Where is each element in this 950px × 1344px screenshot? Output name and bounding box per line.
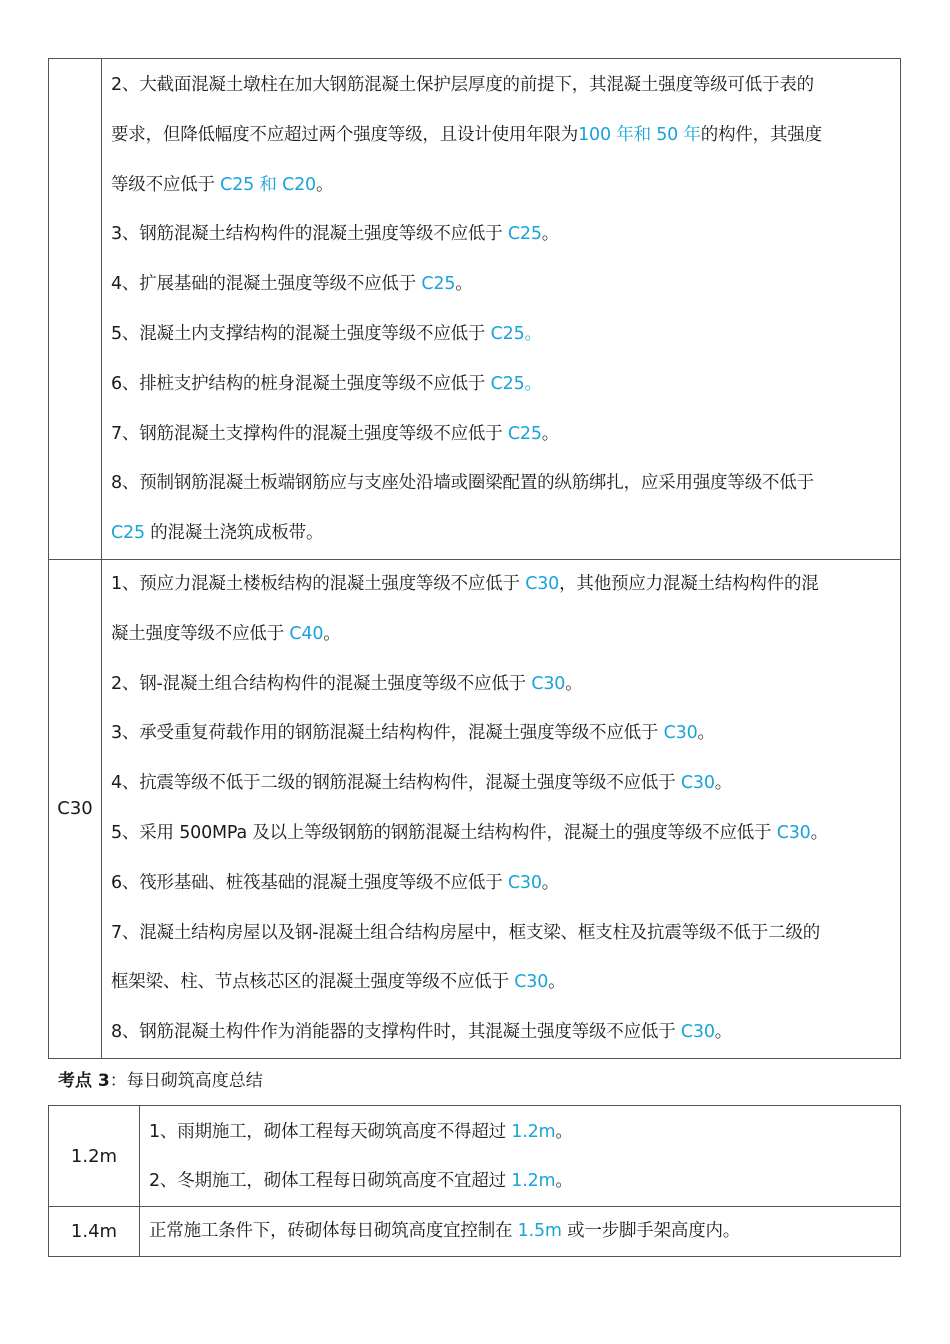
line-text: ，其他预应力混凝土结构构件的混 (559, 574, 819, 594)
line-text: 。 (541, 224, 560, 245)
line-text: 。 (315, 174, 334, 195)
line-text: 。 (714, 1022, 733, 1043)
line-text: 。 (565, 673, 583, 694)
line-text: 5、混凝土内支撑结构的混凝土强度等级不应低于 (111, 324, 491, 344)
requirement-line (111, 1008, 892, 1058)
line-text: 凝土强度等级不应低于 (111, 623, 290, 644)
line-text: 等级不应低于 (111, 174, 221, 195)
line-text: 框架梁、柱、节点核芯区的混凝土强度等级不应低于 (111, 972, 515, 993)
line-text: 6、筏形基础、桩筏基础的混凝土强度等级不应低于 (111, 872, 508, 893)
requirements-cell (102, 560, 901, 1059)
requirement-line (111, 310, 892, 360)
height-label-cell: 1.4m (49, 1207, 140, 1257)
highlighted-value: C30 (680, 1022, 715, 1043)
highlighted-value: C25 (421, 274, 456, 295)
requirement-line (111, 610, 892, 660)
highlighted-value: 1.5m (517, 1221, 562, 1241)
line-text: 4、扩展基础的混凝土强度等级不应低于 (111, 274, 422, 295)
grade-label-cell (49, 59, 102, 560)
line-text: 。 (541, 423, 560, 444)
concrete-grade-table (48, 58, 901, 1059)
line-text: 。 (714, 773, 733, 794)
masonry-height-table (48, 1105, 901, 1257)
requirement-line (111, 260, 892, 310)
line-text: 的混凝土浇筑成板带。 (144, 523, 324, 544)
requirement-line (111, 560, 892, 610)
line-text: 或一步脚手架高度内。 (561, 1221, 741, 1241)
requirement-line (111, 859, 892, 909)
table-row (49, 1207, 901, 1257)
line-text: 。 (555, 1122, 573, 1142)
grade-label-cell: C30 (49, 560, 102, 1059)
line-text: 8、钢筋混凝土构件作为消能器的支撑构件时，其混凝土强度等级不应低于 (111, 1022, 681, 1043)
line-text: 。 (323, 623, 341, 644)
line-text: 2、冬期施工，砌体工程每日砌筑高度不宜超过 (149, 1171, 512, 1191)
highlighted-value: C25 (507, 224, 542, 245)
highlighted-value: C25 (507, 423, 542, 444)
requirement-line (111, 958, 892, 1008)
table-row (49, 560, 901, 1059)
requirement-line (111, 210, 892, 260)
line-text: 。 (810, 822, 828, 843)
line-text: 3、钢筋混凝土结构构件的混凝土强度等级不应低于 (111, 224, 508, 245)
requirements-cell (140, 1106, 901, 1207)
line-text: 7、钢筋混凝土支撑构件的混凝土强度等级不应低于 (111, 423, 508, 444)
highlighted-value: 1.2m (511, 1122, 556, 1142)
requirement-line (111, 61, 892, 111)
highlighted-value: C30 (663, 723, 698, 744)
heading-key: 考点 3 (58, 1071, 110, 1091)
highlighted-value: C25。 (490, 373, 542, 394)
line-text: 。 (548, 972, 566, 993)
highlighted-value: 1.2m (511, 1171, 556, 1191)
line-text: 8、预制钢筋混凝土板端钢筋应与支座处沿墙或圈梁配置的纵筋绑扎，应采用强度等级不低于 (111, 473, 814, 494)
requirement-line (111, 111, 892, 161)
requirement-line (111, 909, 892, 959)
highlighted-value: C30 (776, 822, 811, 843)
line-text: 。 (455, 274, 473, 295)
line-text: 1、雨期施工，砌体工程每天砌筑高度不得超过 (149, 1122, 512, 1142)
requirement-line (111, 809, 892, 859)
line-text: 1、预应力混凝土楼板结构的混凝土强度等级不应低于 (111, 574, 526, 594)
line-text: 6、排桩支护结构的桩身混凝土强度等级不应低于 (111, 373, 491, 394)
requirement-line (111, 459, 892, 509)
heading-text: ：每日砌筑高度总结 (109, 1071, 263, 1091)
highlighted-value: C40 (289, 623, 324, 644)
requirements-cell (102, 59, 901, 560)
line-text: 。 (697, 723, 715, 744)
highlighted-value: C25 和 C20 (220, 174, 316, 195)
highlighted-value: C30 (525, 574, 560, 594)
highlighted-value: C25 (111, 523, 145, 544)
requirement-line (111, 759, 892, 809)
requirements-cell (140, 1207, 901, 1257)
requirement-line (111, 509, 892, 559)
line-text: 正常施工条件下，砖砌体每日砌筑高度宜控制在 (149, 1221, 518, 1241)
line-text: 7、混凝土结构房屋以及钢-混凝土组合结构房屋中，框支梁、框支柱及抗震等级不低于二级的 (111, 922, 821, 943)
line-text: 要求，但降低幅度不应超过两个强度等级，且设计使用年限为 (111, 124, 579, 145)
table-row (49, 1106, 901, 1207)
requirement-line (149, 1157, 892, 1206)
height-label-cell: 1.2m (49, 1106, 140, 1207)
line-text: 3、承受重复荷载作用的钢筋混凝土结构构件，混凝土强度等级不应低于 (111, 723, 664, 744)
requirement-line (111, 360, 892, 410)
requirement-line (111, 161, 892, 211)
highlighted-value: C30 (514, 972, 549, 993)
requirement-line (149, 1207, 892, 1256)
line-text: 2、大截面混凝土墩柱在加大钢筋混凝土保护层厚度的前提下，其混凝土强度等级可低于表的 (111, 75, 814, 96)
line-text: 4、抗震等级不低于二级的钢筋混凝土结构构件，混凝土强度等级不应低于 (111, 773, 681, 794)
section-heading (58, 1066, 263, 1096)
requirement-line (149, 1108, 892, 1157)
line-text: 。 (555, 1171, 573, 1191)
line-text: 5、采用 500MPa 及以上等级钢筋的钢筋混凝土结构构件，混凝土的强度等级不应低于 (111, 822, 777, 843)
highlighted-value: C30 (680, 773, 715, 794)
highlighted-value: C25。 (490, 324, 542, 344)
highlighted-value: C30 (507, 872, 542, 893)
line-text: 的构件，其强度 (700, 124, 822, 145)
requirement-line (111, 709, 892, 759)
highlighted-value: C30 (531, 673, 566, 694)
table-row (49, 59, 901, 560)
requirement-line (111, 410, 892, 460)
requirement-line (111, 660, 892, 710)
line-text: 2、钢-混凝土组合结构构件的混凝土强度等级不应低于 (111, 673, 532, 694)
highlighted-value: 100 年和 50 年 (578, 124, 701, 145)
line-text: 。 (541, 872, 560, 893)
